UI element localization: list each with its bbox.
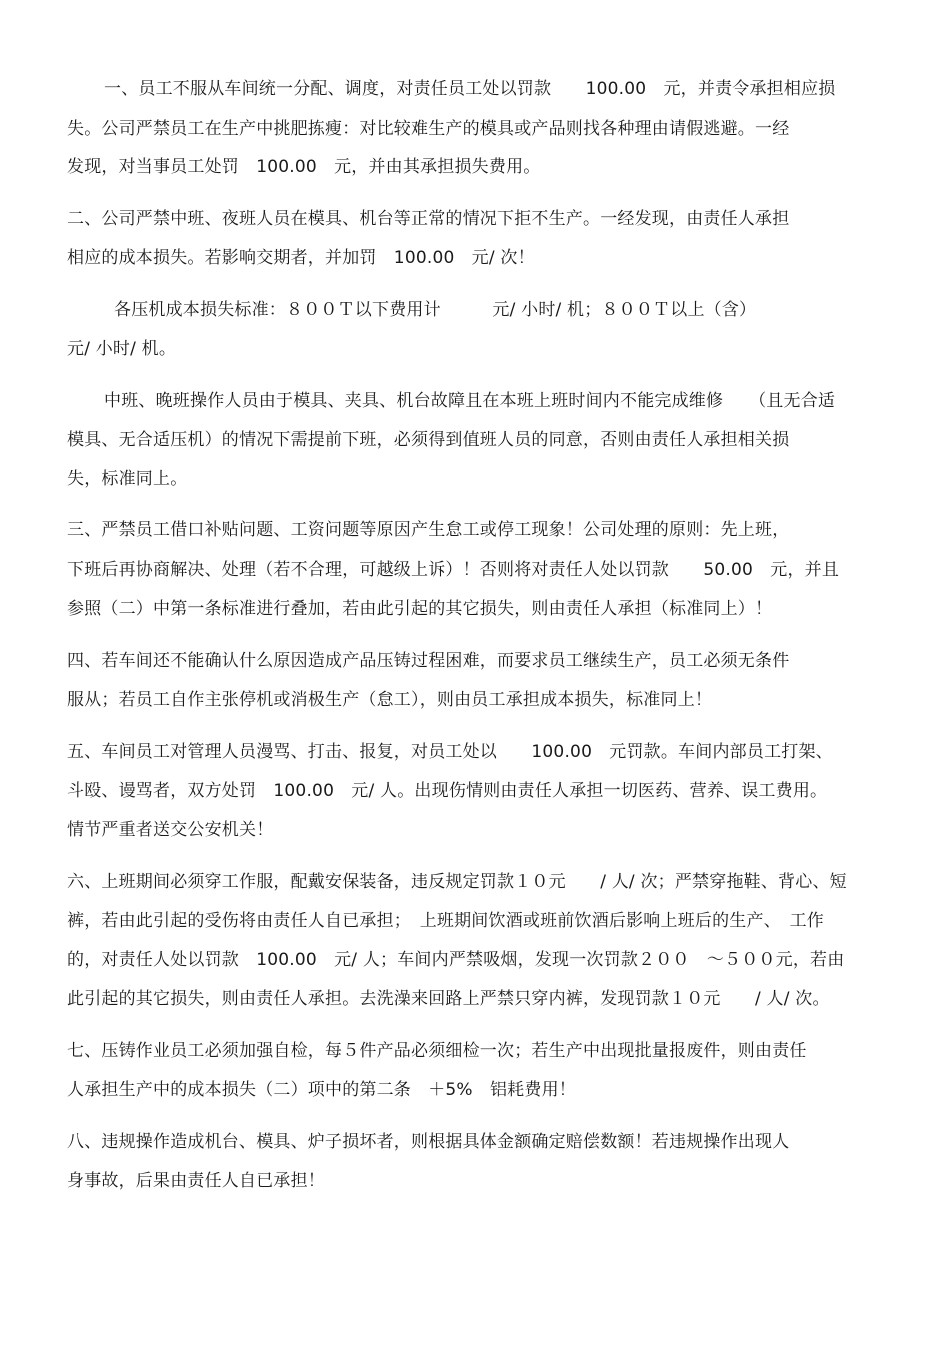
text-line: 元/ 小时/ 机。 — [67, 339, 177, 359]
text-line: 二、公司严禁中班、夜班人员在模具、机台等正常的情况下拒不生产。一经发现，由责任人承担 — [67, 209, 790, 229]
text-line: 失，标准同上。 — [67, 469, 188, 489]
text-line: 八、违规操作造成机台、模具、炉子损坏者，则根据具体金额确定赔偿数额！若违规操作出现人 — [67, 1132, 790, 1152]
text-line: 参照（二）中第一条标准进行叠加，若由此引起的其它损失，则由责任人承担（标准同上）！ — [67, 599, 773, 619]
text-line: 的，对责任人处以罚款 100.00 元/ 人；车间内严禁吸烟，发现一次罚款２００ ～５００元，若由 — [67, 950, 845, 970]
text-line: 五、车间员工对管理人员漫骂、打击、报复，对员工处以 100.00 元罚款。车间内部员工打架、 — [67, 742, 833, 762]
text-line: 一、员工不服从车间统一分配、调度，对责任员工处以罚款 100.00 元，并责令承担相应损 — [104, 79, 836, 99]
text-line: 情节严重者送交公安机关！ — [67, 820, 274, 840]
text-line: 四、若车间还不能确认什么原因造成产品压铸过程困难，而要求员工继续生产，员工必须无条件 — [67, 651, 790, 671]
text-line: 三、严禁员工借口补贴问题、工资问题等原因产生怠工或停工现象！公司处理的原则：先上班， — [67, 520, 790, 540]
text-line: 相应的成本损失。若影响交期者，并加罚 100.00 元/ 次！ — [67, 248, 535, 268]
text-line: 发现，对当事员工处罚 100.00 元，并由其承担损失费用。 — [67, 157, 541, 177]
text-line: 七、压铸作业员工必须加强自检，每５件产品必须细检一次；若生产中出现批量报废件，则由责任 — [67, 1041, 807, 1061]
text-line: 模具、无合适压机）的情况下需提前下班，必须得到值班人员的同意，否则由责任人承担相关损 — [67, 430, 790, 450]
text-line: 各压机成本损失标准：８００Ｔ以下费用计 元/ 小时/ 机；８００Ｔ以上（含） — [114, 300, 757, 320]
text-line: 身事故，后果由责任人自已承担！ — [67, 1171, 325, 1191]
text-line: 中班、晚班操作人员由于模具、夹具、机台故障且在本班上班时间内不能完成维修 （且无合适 — [104, 391, 836, 411]
text-line: 六、上班期间必须穿工作服，配戴安保装备，违反规定罚款１０元 / 人/ 次；严禁穿拖鞋、背心、短 — [67, 872, 847, 892]
text-line: 斗殴、谩骂者，双方处罚 100.00 元/ 人。出现伤情则由责任人承担一切医药、营养、误工费用。 — [67, 781, 828, 801]
text-line: 下班后再协商解决、处理（若不合理，可越级上诉）！否则将对责任人处以罚款 50.00 元，并且 — [67, 560, 840, 580]
text-line: 此引起的其它损失，则由责任人承担。去洗澡来回路上严禁只穿内裤，发现罚款１０元 / 人/ 次。 — [67, 989, 830, 1009]
text-line: 失。公司严禁员工在生产中挑肥拣瘦：对比较难生产的模具或产品则找各种理由请假逃避。一经 — [67, 119, 790, 139]
text-line: 服从；若员工自作主张停机或消极生产（怠工），则由员工承担成本损失，标准同上！ — [67, 690, 713, 710]
text-line: 裤，若由此引起的受伤将由责任人自已承担； 上班期间饮酒或班前饮酒后影响上班后的生产、 工作 — [67, 911, 824, 931]
text-line: 人承担生产中的成本损失（二）项中的第二条 ＋5% 铝耗费用！ — [67, 1080, 576, 1100]
